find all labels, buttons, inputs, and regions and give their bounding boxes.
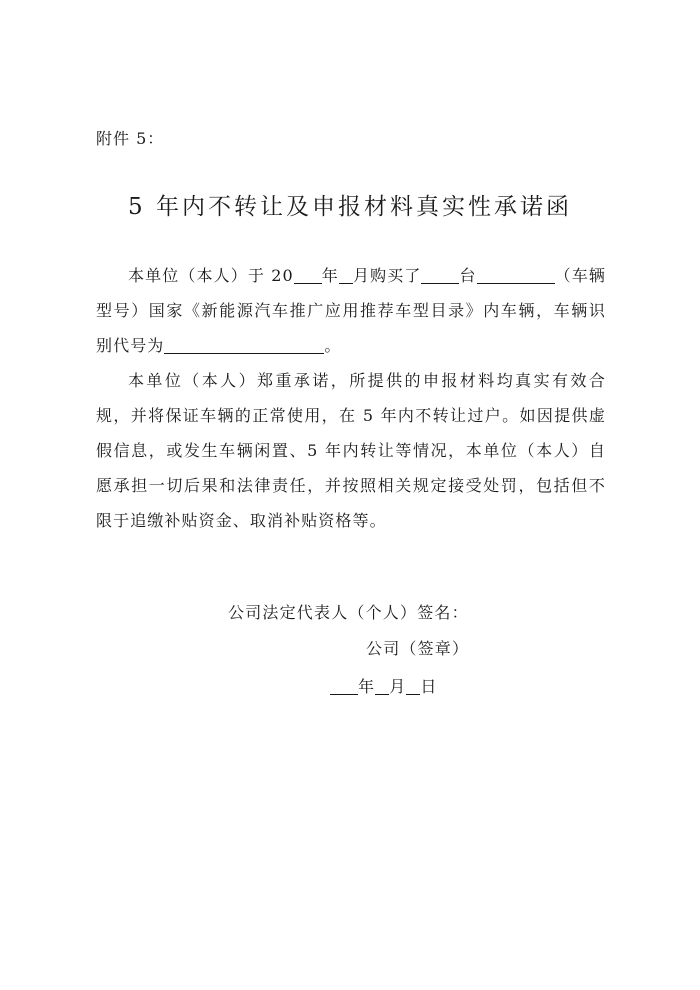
text-segment: （车辆型号）国家《新能源汽车推广应用推荐车型目录》内车辆，车辆识别代号为 [96,266,606,355]
blank-vehicle-model [477,265,555,284]
document-body [96,258,606,538]
blank-year [294,265,322,284]
signature-representative: 公司法定代表人（个人）签名： [228,603,469,622]
date-month-label: 月 [389,677,407,696]
blank-month [339,265,353,284]
blank-quantity [421,265,459,284]
text-segment: 年 [321,266,339,285]
blank-date-year [330,676,358,695]
date-day-label: 日 [420,677,438,696]
text-segment: 月购买了 [352,266,422,285]
text-segment: 本单位（本人）于 20 [128,266,294,285]
blank-date-month [375,676,389,695]
paragraph-purchase [96,258,606,363]
text-segment: 。 [324,336,342,355]
attachment-label: 附件 5： [96,129,165,148]
paragraph-commitment: 本单位（本人）郑重承诺，所提供的申报材料均真实有效合规，并将保证车辆的正常使用，在 5 年内不转让过户。如因提供虚假信息，或发生车辆闲置、5 年内转让等情况，本单位（本人）自愿承担一切后果和法律责任，并按照相关规定接受处罚，包括但不限于追缴补贴资金、取消补贴资格等。 [96,371,606,530]
text-segment: 台 [459,266,477,285]
blank-date-day [406,676,420,695]
signature-company-seal: 公司（签章） [366,639,470,658]
blank-vin [164,335,324,354]
date-year-label: 年 [358,677,376,696]
signature-date [330,674,438,697]
document-title: 5 年内不转让及申报材料真实性承诺函 [128,194,572,220]
